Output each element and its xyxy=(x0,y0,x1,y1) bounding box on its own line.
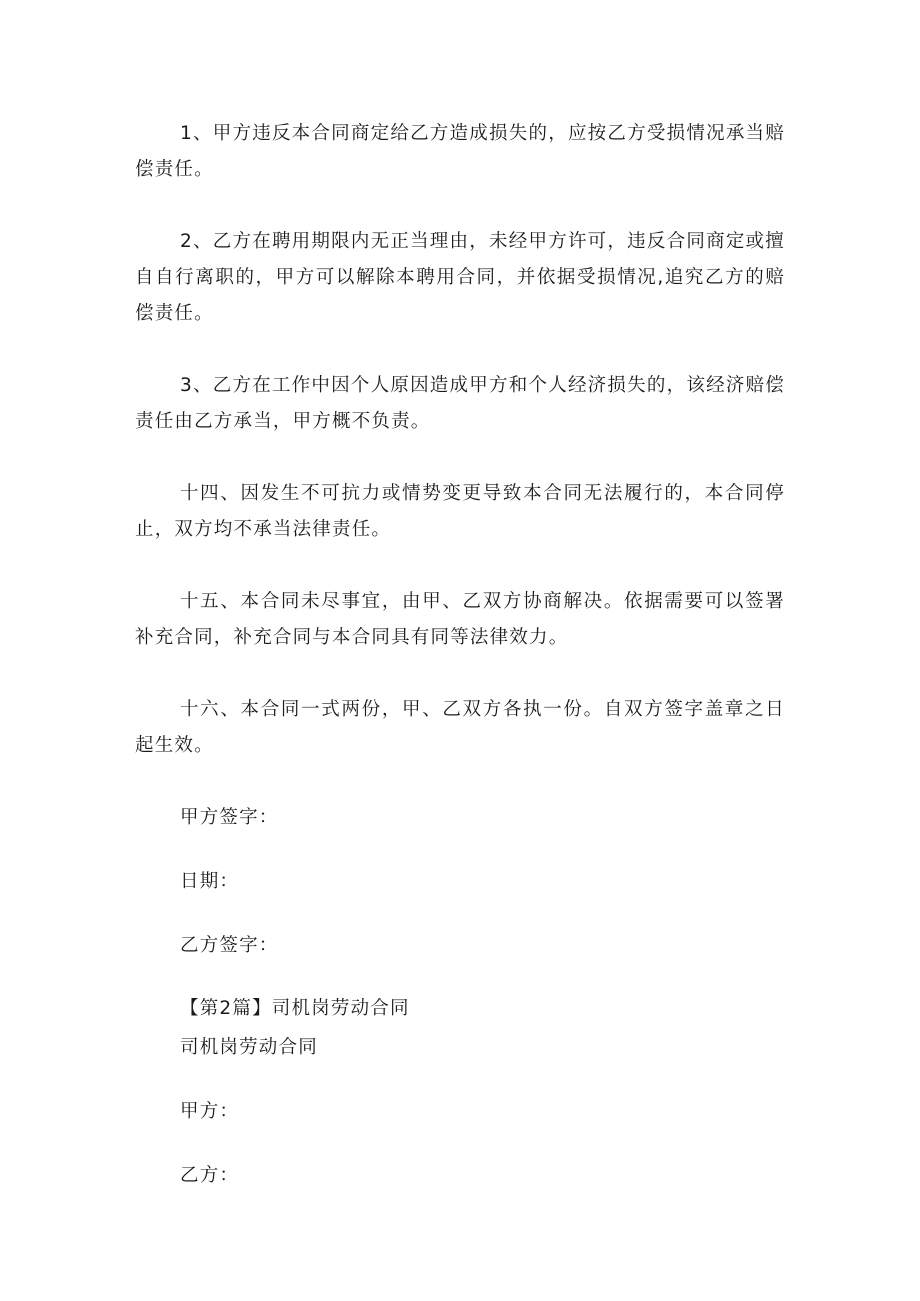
clause-compensation-party-a: 1、甲方违反本合同商定给乙方造成损失的，应按乙方受损情况承当赔偿责任。 xyxy=(135,123,785,180)
clause-compensation-personal-fault: 3、乙方在工作中因个人原因造成甲方和个人经济损失的，该经济赔偿责任由乙方承当，甲方概不负责。 xyxy=(135,375,785,432)
contract-title: 司机岗劳动合同 xyxy=(180,1037,318,1058)
clause-14-force-majeure: 十四、因发生不可抗力或情势变更导致本合同无法履行的，本合同停止，双方均不承当法律责任。 xyxy=(135,483,785,540)
party-a-label: 甲方： xyxy=(180,1101,240,1122)
clause-compensation-party-b-resign: 2、乙方在聘用期限内无正当理由，未经甲方许可，违反合同商定或擅自自行离职的，甲方可以解除本聘用合同，并依据受损情况,追究乙方的赔偿责任。 xyxy=(135,231,785,324)
section-heading: 【第2篇】司机岗劳动合同 xyxy=(180,998,410,1019)
clause-16-copies: 十六、本合同一式两份，甲、乙双方各执一份。自双方签字盖章之日起生效。 xyxy=(135,699,785,756)
party-b-signature-label: 乙方签字： xyxy=(180,935,279,956)
party-b-label: 乙方： xyxy=(180,1165,240,1186)
date-label: 日期： xyxy=(180,871,240,892)
clause-15-supplementary: 十五、本合同未尽事宜，由甲、乙双方协商解决。依据需要可以签署补充合同，补充合同与本合同具有同等法律效力。 xyxy=(135,591,785,648)
party-a-signature-label: 甲方签字： xyxy=(180,807,279,828)
